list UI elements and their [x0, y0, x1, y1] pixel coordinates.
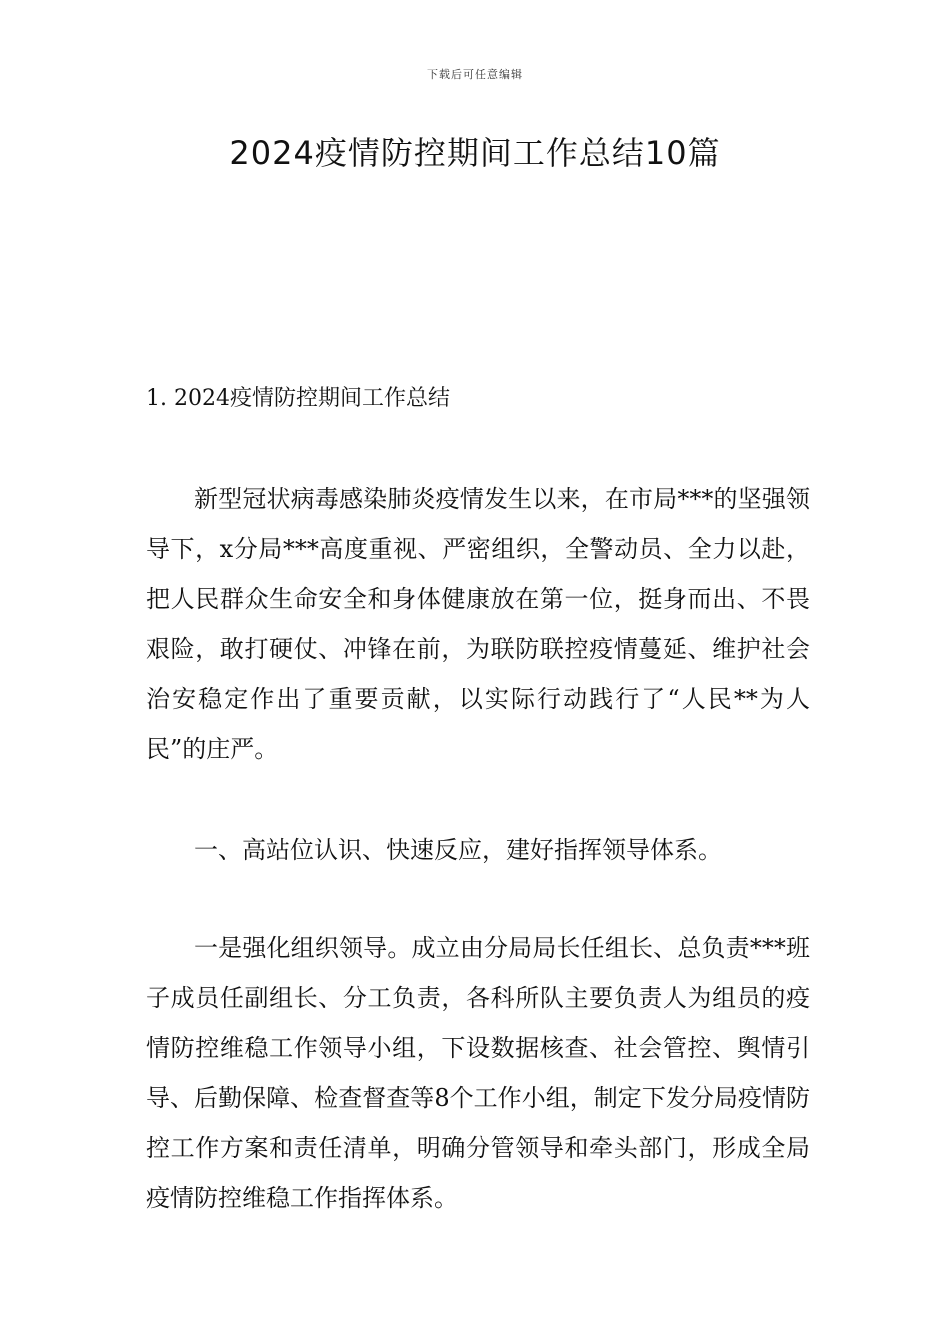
paragraph-intro: 新型冠状病毒感染肺炎疫情发生以来，在市局***的坚强领导下，x分局***高度重视、严密组织，全警动员、全力以赴，把人民群众生命安全和身体健康放在第一位，挺身而出、不畏艰险，敢打硬仗、冲锋在前，为联防联控疫情蔓延、维护社会治安稳定作出了重要贡献，以实际行动践行了“人民**为人民”的庄严。 [146, 485, 810, 763]
paragraph-organization: 一是强化组织领导。成立由分局局长任组长、总负责***班子成员任副组长、分工负责，各科所队主要负责人为组员的疫情防控维稳工作领导小组，下设数据核查、社会管控、舆情引导、后勤保障、检查督查等8个工作小组，制定下发分局疫情防控工作方案和责任清单，明确分管领导和牵头部门，形成全局疫情防控维稳工作指挥体系。 [146, 934, 810, 1212]
document-title: 2024疫情防控期间工作总结10篇 [229, 134, 721, 172]
paragraph-subheading: 一、高站位认识、快速反应，建好指挥领导体系。 [194, 836, 722, 864]
section-heading: 1. 2024疫情防控期间工作总结 [146, 386, 450, 411]
header-note: 下载后可任意编辑 [427, 68, 523, 81]
